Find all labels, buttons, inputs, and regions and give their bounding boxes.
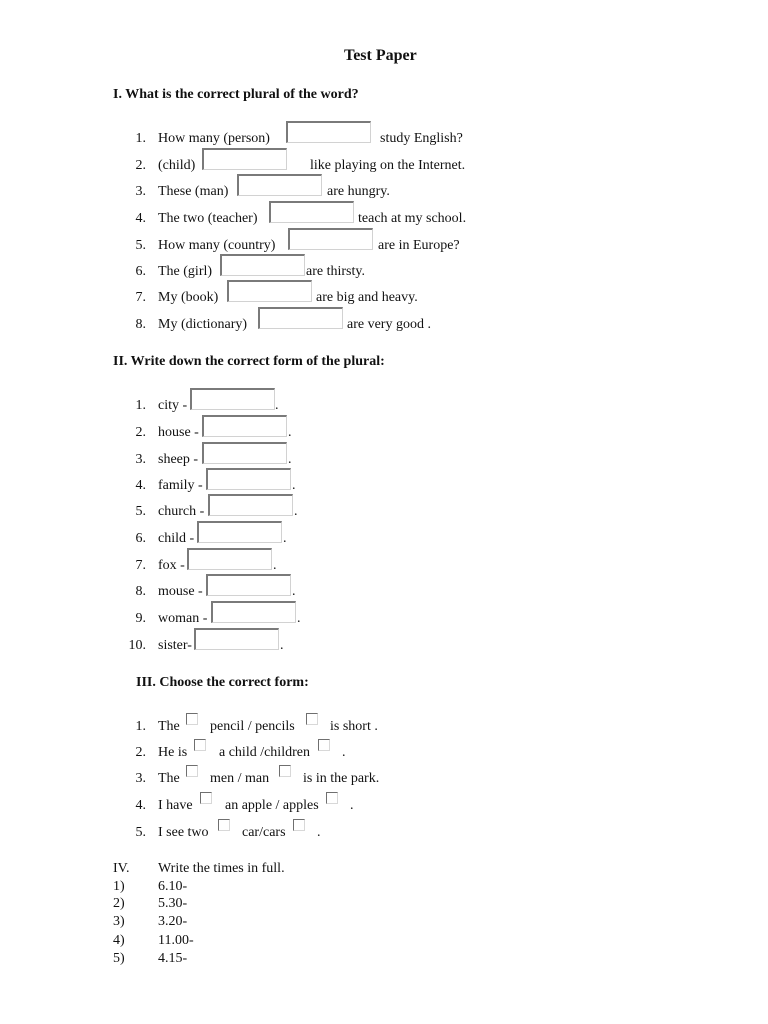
sentence-end: teach at my school. bbox=[358, 211, 467, 226]
sentence-start: How many (country) bbox=[158, 238, 276, 253]
sentence-end: are very good . bbox=[347, 317, 431, 332]
choice-options: car/cars bbox=[242, 825, 286, 840]
sentence-start: How many (person) bbox=[158, 131, 270, 146]
sentence-end: . bbox=[317, 825, 321, 840]
item-number: 7. bbox=[135, 290, 146, 305]
time-value: 3.20- bbox=[158, 914, 188, 929]
section-3-heading: III. Choose the correct form: bbox=[136, 675, 309, 690]
item-number: 4. bbox=[135, 478, 146, 493]
item-number: 2) bbox=[113, 896, 125, 911]
sentence-start: He is bbox=[158, 745, 188, 760]
choice-options: pencil / pencils bbox=[210, 719, 295, 734]
sentence-start: These (man) bbox=[158, 184, 229, 199]
word-label: house - bbox=[158, 425, 199, 440]
item-number: 5. bbox=[135, 238, 146, 253]
answer-input[interactable] bbox=[202, 442, 287, 464]
time-value: 5.30- bbox=[158, 896, 188, 911]
word-label: sheep - bbox=[158, 452, 199, 467]
sentence-start: The (girl) bbox=[158, 264, 213, 279]
period: . bbox=[288, 425, 292, 440]
period: . bbox=[292, 584, 296, 599]
item-number: 4. bbox=[135, 211, 146, 226]
sentence-end: like playing on the Internet. bbox=[310, 158, 466, 173]
item-number: 8. bbox=[135, 317, 146, 332]
section-4-instruction: Write the times in full. bbox=[158, 861, 285, 876]
word-label: sister- bbox=[158, 638, 192, 653]
item-number: 3. bbox=[135, 771, 146, 786]
item-number: 2. bbox=[135, 158, 146, 173]
sentence-end: . bbox=[350, 798, 354, 813]
choice-checkbox[interactable] bbox=[318, 739, 330, 751]
period: . bbox=[283, 531, 287, 546]
choice-options: an apple / apples bbox=[225, 798, 319, 813]
choice-checkbox[interactable] bbox=[279, 765, 291, 777]
period: . bbox=[288, 452, 292, 467]
page-title: Test Paper bbox=[344, 47, 417, 64]
sentence-end: are thirsty. bbox=[306, 264, 365, 279]
word-label: woman - bbox=[158, 611, 208, 626]
sentence-end: study English? bbox=[380, 131, 463, 146]
answer-input[interactable] bbox=[220, 254, 305, 276]
answer-input[interactable] bbox=[206, 574, 291, 596]
item-number: 1. bbox=[135, 719, 146, 734]
period: . bbox=[280, 638, 284, 653]
item-number: 4) bbox=[113, 933, 125, 948]
sentence-start: I see two bbox=[158, 825, 209, 840]
sentence-start: The bbox=[158, 771, 180, 786]
choice-options: men / man bbox=[210, 771, 270, 786]
word-label: family - bbox=[158, 478, 203, 493]
time-value: 11.00- bbox=[158, 933, 194, 948]
item-number: 8. bbox=[135, 584, 146, 599]
word-label: child - bbox=[158, 531, 195, 546]
sentence-end: are big and heavy. bbox=[316, 290, 418, 305]
word-label: church - bbox=[158, 504, 205, 519]
time-value: 6.10- bbox=[158, 879, 188, 894]
sentence-end: are hungry. bbox=[327, 184, 390, 199]
choice-options: a child /children bbox=[219, 745, 310, 760]
choice-checkbox[interactable] bbox=[200, 792, 212, 804]
period: . bbox=[275, 398, 279, 413]
item-number: 1. bbox=[135, 398, 146, 413]
sentence-end: is in the park. bbox=[303, 771, 380, 786]
item-number: 1. bbox=[135, 131, 146, 146]
section-2-heading: II. Write down the correct form of the plural: bbox=[113, 354, 385, 369]
sentence-end: is short . bbox=[330, 719, 378, 734]
item-number: 7. bbox=[135, 558, 146, 573]
item-number: 5. bbox=[135, 504, 146, 519]
sentence-start: The two (teacher) bbox=[158, 211, 258, 226]
choice-checkbox[interactable] bbox=[194, 739, 206, 751]
answer-input[interactable] bbox=[227, 280, 312, 302]
item-number: 6. bbox=[135, 264, 146, 279]
choice-checkbox[interactable] bbox=[186, 765, 198, 777]
item-number: 9. bbox=[135, 611, 146, 626]
answer-input[interactable] bbox=[288, 228, 373, 250]
answer-input[interactable] bbox=[258, 307, 343, 329]
period: . bbox=[294, 504, 298, 519]
answer-input[interactable] bbox=[208, 494, 293, 516]
period: . bbox=[292, 478, 296, 493]
answer-input[interactable] bbox=[286, 121, 371, 143]
sentence-end: are in Europe? bbox=[378, 238, 460, 253]
item-number: 10. bbox=[128, 638, 146, 653]
item-number: 6. bbox=[135, 531, 146, 546]
word-label: city - bbox=[158, 398, 188, 413]
answer-input[interactable] bbox=[194, 628, 279, 650]
item-number: 5. bbox=[135, 825, 146, 840]
answer-input[interactable] bbox=[190, 388, 275, 410]
choice-checkbox[interactable] bbox=[186, 713, 198, 725]
item-number: 3) bbox=[113, 914, 125, 929]
sentence-start: My (book) bbox=[158, 290, 219, 305]
section-1-heading: I. What is the correct plural of the word? bbox=[113, 87, 359, 102]
choice-checkbox[interactable] bbox=[218, 819, 230, 831]
answer-input[interactable] bbox=[202, 415, 287, 437]
answer-input[interactable] bbox=[197, 521, 282, 543]
item-number: 5) bbox=[113, 951, 125, 966]
period: . bbox=[297, 611, 301, 626]
answer-input[interactable] bbox=[237, 174, 322, 196]
section-4-label: IV. bbox=[113, 861, 130, 876]
sentence-start: (child) bbox=[158, 158, 196, 173]
choice-checkbox[interactable] bbox=[293, 819, 305, 831]
word-label: mouse - bbox=[158, 584, 203, 599]
item-number: 3. bbox=[135, 452, 146, 467]
sentence-start: My (dictionary) bbox=[158, 317, 248, 332]
time-value: 4.15- bbox=[158, 951, 188, 966]
answer-input[interactable] bbox=[202, 148, 287, 170]
period: . bbox=[273, 558, 277, 573]
item-number: 3. bbox=[135, 184, 146, 199]
sentence-end: . bbox=[342, 745, 346, 760]
item-number: 2. bbox=[135, 745, 146, 760]
choice-checkbox[interactable] bbox=[326, 792, 338, 804]
word-label: fox - bbox=[158, 558, 185, 573]
item-number: 4. bbox=[135, 798, 146, 813]
sentence-start: The bbox=[158, 719, 180, 734]
answer-input[interactable] bbox=[187, 548, 272, 570]
choice-checkbox[interactable] bbox=[306, 713, 318, 725]
answer-input[interactable] bbox=[269, 201, 354, 223]
answer-input[interactable] bbox=[211, 601, 296, 623]
item-number: 2. bbox=[135, 425, 146, 440]
item-number: 1) bbox=[113, 879, 125, 894]
answer-input[interactable] bbox=[206, 468, 291, 490]
sentence-start: I have bbox=[158, 798, 193, 813]
